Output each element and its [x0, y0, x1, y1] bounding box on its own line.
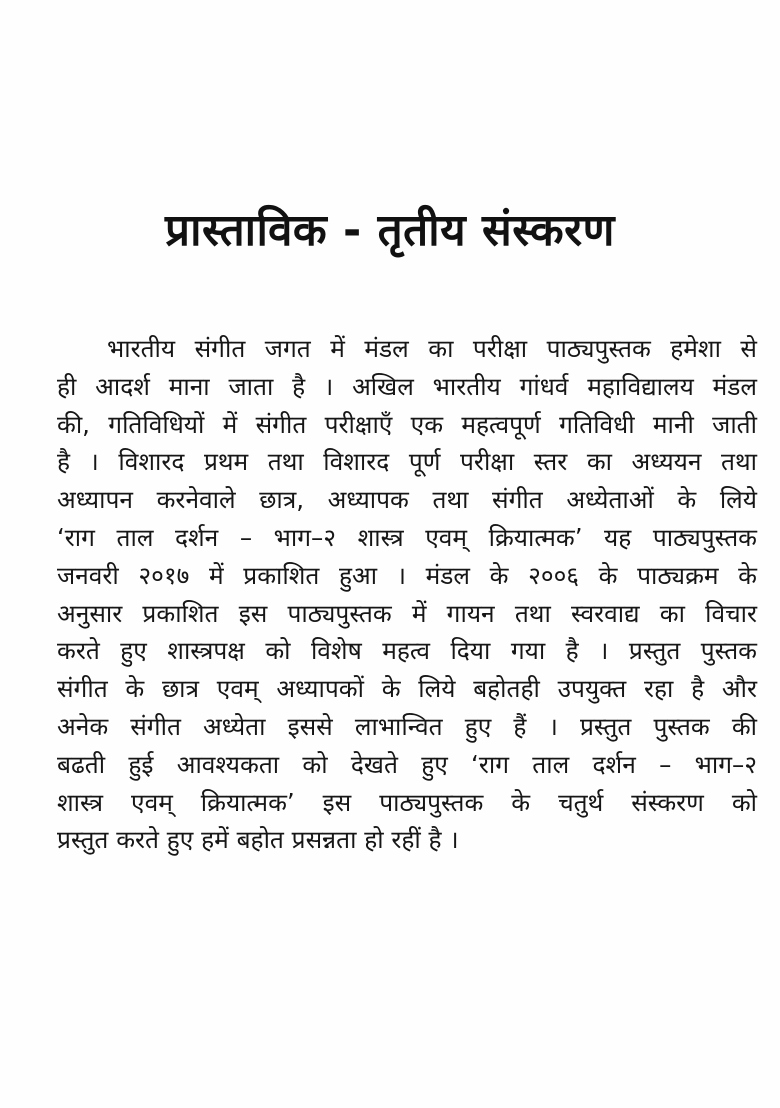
- paragraph-line: की, गतिविधियों में संगीत परीक्षाएँ एक महत्वपूर्ण गतिविधी मानी जाती: [57, 409, 757, 439]
- paragraph-line: अनेक संगीत अध्येता इससे लाभान्वित हुए हैं । प्रस्तुत पुस्तक की: [57, 711, 757, 741]
- paragraph-line: शास्त्र एवम् क्रियात्मक’ इस पाठ्यपुस्तक के चतुर्थ संस्करण को: [57, 787, 757, 817]
- paragraph-line: है । विशारद प्रथम तथा विशारद पूर्ण परीक्षा स्तर का अध्ययन तथा: [57, 447, 757, 477]
- paragraph-line: भारतीय संगीत जगत में मंडल का परीक्षा पाठ्यपुस्तक हमेशा से: [107, 334, 757, 363]
- preface-paragraph: [57, 330, 757, 859]
- paragraph-line: अध्यापन करनेवाले छात्र, अध्यापक तथा संगीत अध्येताओं के लिये: [57, 485, 757, 515]
- paragraph-line: ही आदर्श माना जाता है । अखिल भारतीय गांधर्व महाविद्यालय मंडल: [57, 371, 757, 401]
- paragraph-line: संगीत के छात्र एवम् अध्यापकों के लिये बहोतही उपयुक्त रहा है और: [57, 674, 757, 704]
- paragraph-line: बढती हुई आवश्यकता को देखते हुए ‘राग ताल दर्शन – भाग–२: [57, 749, 757, 779]
- paragraph-line-last: प्रस्तुत करते हुए हमें बहोत प्रसन्नता हो रहीं है ।: [57, 825, 459, 855]
- page-title: प्रास्ताविक - तृतीय संस्करण: [165, 205, 615, 256]
- paragraph-line: करते हुए शास्त्रपक्ष को विशेष महत्व दिया गया है । प्रस्तुत पुस्तक: [57, 636, 757, 666]
- paragraph-line: ‘राग ताल दर्शन – भाग–२ शास्त्र एवम् क्रियात्मक’ यह पाठ्यपुस्तक: [57, 522, 757, 552]
- paragraph-line: अनुसार प्रकाशित इस पाठ्यपुस्तक में गायन तथा स्वरवाद्य का विचार: [57, 598, 757, 628]
- paragraph-line: जनवरी २०१७ में प्रकाशित हुआ । मंडल के २००६ के पाठ्यक्रम के: [57, 560, 757, 590]
